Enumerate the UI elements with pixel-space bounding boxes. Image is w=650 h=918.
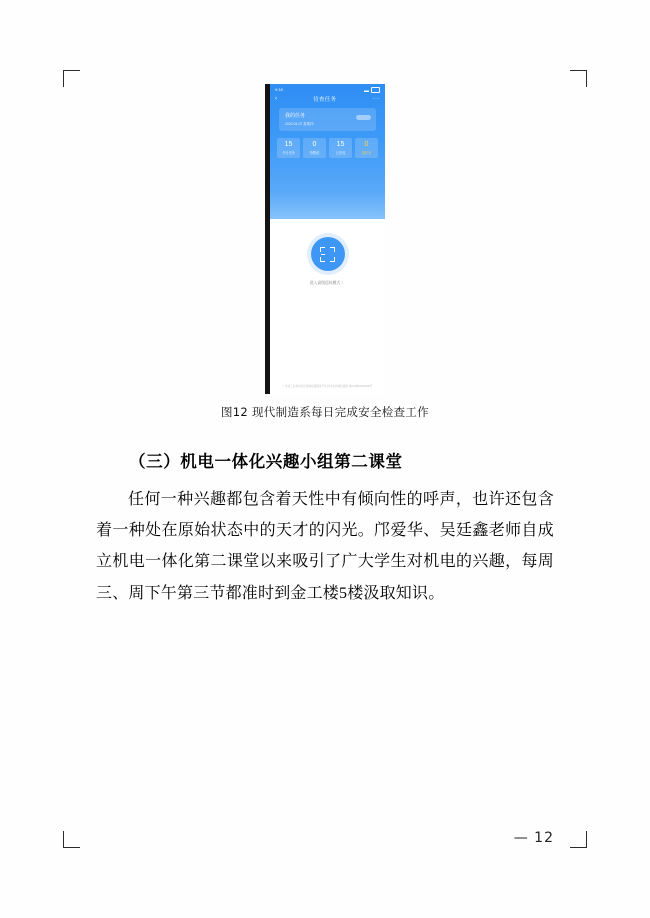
stat-value: 0 (364, 140, 369, 148)
figure-caption: 图12 现代制造系每日完成安全检查工作 (221, 405, 429, 419)
scan-code-icon (320, 247, 335, 262)
task-card-badge (356, 115, 371, 120)
app-nav-bar (270, 93, 385, 105)
app-footer-note: 广东省工业和信息化智能检测服务平台 技术支持单位提供 粤ICP备00000000号 (282, 385, 373, 389)
stat-item[interactable] (277, 138, 300, 158)
scan-button[interactable] (311, 237, 345, 271)
stat-label: 已完成 (335, 150, 346, 155)
stat-value: 15 (336, 140, 345, 148)
phone-screenshot (265, 84, 385, 394)
advanced-mode-link[interactable]: 进入高级巡检模式 〉 (309, 281, 346, 285)
stat-item[interactable] (303, 138, 326, 158)
status-bar (270, 84, 385, 93)
task-card-title: 我的任务 (285, 112, 306, 119)
page-number: — 12 (513, 830, 554, 846)
stats-row (277, 138, 378, 158)
signal-icon (364, 88, 369, 92)
stat-label: 待整改 (309, 150, 320, 155)
document-content (96, 448, 554, 609)
stat-value: 0 (312, 140, 317, 148)
more-dots-icon[interactable]: ··· (372, 95, 380, 102)
app-title: 待查任务 (313, 96, 337, 103)
crop-mark-bottom-left (63, 831, 80, 848)
body-paragraph: 任何一种兴趣都包含着天性中有倾向性的呼声，也许还包含着一种处在原始状态中的天才的闪光。邝爱华、吴廷鑫老师自成立机电一体化第二课堂以来吸引了广大学生对机电的兴趣，每周三、周下午第三节都准时到金工楼5楼汲取知识。 (96, 491, 554, 602)
section-heading: （三）机电一体化兴趣小组第二课堂 (129, 452, 403, 471)
phone-screen (270, 84, 385, 394)
stat-item[interactable] (355, 138, 378, 158)
battery-icon (371, 87, 380, 93)
stat-label: 超时未 (361, 150, 372, 155)
app-body-area (270, 219, 385, 394)
task-card-date: 2022-04-07 星期四 (285, 121, 314, 126)
stat-label: 今日任务 (282, 150, 295, 155)
crop-mark-bottom-right (570, 831, 587, 848)
task-card[interactable] (279, 108, 376, 131)
app-header-area (270, 84, 385, 219)
status-icons (364, 87, 380, 93)
status-time: 9:18 (275, 87, 283, 93)
back-chevron-icon[interactable]: ‹ (275, 95, 277, 102)
stat-item[interactable] (329, 138, 352, 158)
figure-block (0, 84, 650, 420)
stat-value: 15 (284, 140, 293, 148)
